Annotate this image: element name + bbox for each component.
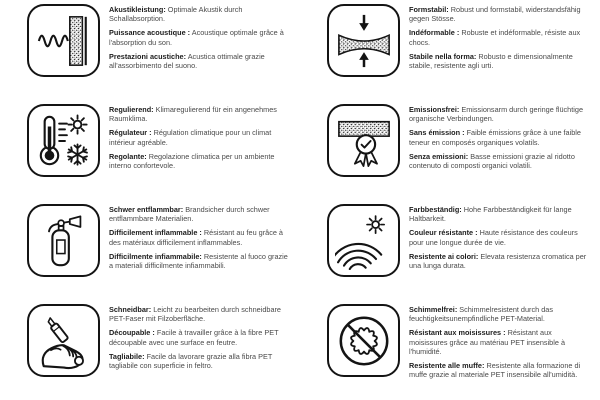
feature-label: Akustikleistung: (109, 5, 166, 14)
feature-description: Faible émissions grâce à une faible teneur en composés organiques volatils. (409, 128, 581, 147)
feature-label: Tagliabile: (109, 351, 145, 361)
feature-label: Formstabil: (409, 5, 449, 14)
feature-card-formstable (300, 0, 600, 100)
sun-glyph (367, 216, 384, 233)
feature-label: Resistente ai colori: (409, 251, 479, 261)
feature-paragraph-it (409, 252, 592, 271)
feature-paragraph-fr (109, 128, 292, 147)
feature-text (409, 304, 592, 384)
feature-paragraph-de (409, 205, 592, 224)
snowflake-glyph (67, 144, 88, 164)
feature-text (409, 204, 592, 275)
feature-card-cuttable (0, 300, 300, 400)
feature-label: Farbbeständig: (409, 205, 462, 214)
feature-description: Facile à travailler grâce à la fibre PET découpable avec une surface en feutre. (109, 328, 279, 347)
feature-description: Acoustique optimale grâce à l'absorption du son. (109, 28, 284, 47)
feature-paragraph-de (109, 205, 292, 224)
feature-description: Brandsicher durch schwer entflammbare Materialien. (109, 205, 270, 224)
climate-regulating-icon (27, 104, 100, 177)
feature-paragraph-de (109, 105, 292, 124)
feature-description: Resistente al fuoco grazie a materiali difficilmente infiammabili. (109, 251, 288, 271)
feature-description: Résistant aux moisissures grâce au matériau PET insensible à l'humidité. (409, 328, 566, 357)
feature-paragraph-de (409, 305, 592, 324)
feature-description: Leicht zu bearbeiten durch schneidbare PET-Faser mit Filzoberfläche. (109, 305, 281, 324)
feature-label: Difficilmente infiammabile: (109, 251, 202, 261)
feature-paragraph-fr (109, 228, 292, 247)
feature-label: Prestazioni acustiche: (109, 51, 187, 61)
mold-resistant-icon (327, 304, 400, 377)
feature-label: Regolante: (109, 151, 147, 161)
feature-text (109, 304, 292, 375)
feature-description: Schimmelresistent durch das feuchtigkeitsunempfindliche PET-Material. (409, 305, 553, 324)
feature-label: Resistente alle muffe: (409, 361, 485, 371)
feature-paragraph-it (109, 252, 292, 271)
sound-absorption-icon (27, 4, 100, 77)
feature-text (109, 4, 292, 75)
feature-paragraph-de (409, 105, 592, 124)
feature-paragraph-de (109, 305, 292, 324)
feature-description: Robust und formstabil, widerstandsfähig gegen Stösse. (409, 5, 581, 24)
feature-label: Puissance acoustique : (109, 28, 191, 38)
feature-paragraph-fr (409, 328, 592, 356)
feature-text (409, 104, 592, 175)
feature-label: Schwer entflammbar: (109, 205, 184, 214)
feature-paragraph-fr (409, 228, 592, 247)
sun-glyph (68, 115, 86, 133)
feature-description: Résistant au feu grâce à des matériaux difficilement inflammables. (109, 228, 283, 247)
feature-description: Resistente alla formazione di muffe grazie al materiale PET insensibile all'umidità. (409, 361, 581, 380)
feature-paragraph-it (409, 52, 592, 71)
feature-description: Facile da lavorare grazie alla fibra PET tagliabile con superficie in feltro. (109, 351, 273, 371)
feature-description: Elevata resistenza cromatica per una lunga durata. (409, 251, 587, 271)
feature-label: Regulierend: (109, 105, 154, 114)
feature-label: Schneidbar: (109, 305, 152, 314)
feature-paragraph-fr (109, 28, 292, 47)
feature-card-mold-free (300, 300, 600, 400)
feature-paragraph-it (409, 152, 592, 171)
feature-description: Acustica ottimale grazie all'assorbimento del suono. (109, 51, 265, 71)
feature-description: Basse emissioni grazie al ridotto contenuto di composti organici volatili. (409, 151, 575, 171)
flame-retardant-icon (27, 204, 100, 277)
feature-description: Regolazione climatica per un ambiente interno confortevole. (109, 151, 275, 171)
feature-description: Robusto e dimensionalmente stabile, resistente agli urti. (409, 51, 573, 71)
feature-label: Découpable : (109, 328, 155, 338)
feature-label: Stabile nella forma: (409, 51, 477, 61)
feature-description: Robuste et indéformable, résiste aux chocs. (409, 28, 581, 47)
feature-label: Senza emissioni: (409, 151, 469, 161)
feature-text (409, 4, 592, 75)
feature-label: Indéformable : (409, 28, 460, 38)
color-fastness-icon (327, 204, 400, 277)
emission-free-icon (327, 104, 400, 177)
compression-resistance-icon (327, 4, 400, 77)
feature-label: Emissionsfrei: (409, 105, 460, 114)
feature-label: Régulateur : (109, 128, 152, 138)
feature-label: Schimmelfrei: (409, 305, 458, 314)
feature-card-emission-free (300, 100, 600, 200)
feature-paragraph-de (109, 5, 292, 24)
feature-description: Emissionsarm durch geringe flüchtige organische Verbindungen. (409, 105, 583, 124)
feature-label: Sans émission : (409, 128, 465, 138)
feature-text (109, 204, 292, 275)
feature-description: Optimale Akustik durch Schallabsorption. (109, 5, 243, 24)
feature-text (109, 104, 292, 175)
feature-paragraph-fr (409, 128, 592, 147)
feature-description: Haute résistance des couleurs pour une longue durée de vie. (409, 228, 578, 247)
feature-paragraph-fr (409, 28, 592, 47)
cuttable-icon (27, 304, 100, 377)
feature-card-regulating (0, 100, 300, 200)
feature-label: Couleur résistante : (409, 228, 478, 238)
feature-description: Hohe Farbbeständigkeit für lange Haltbarkeit. (409, 205, 572, 224)
feature-paragraph-it (109, 152, 292, 171)
feature-paragraph-de (409, 5, 592, 24)
feature-paragraph-it (109, 52, 292, 71)
feature-card-acoustic (0, 0, 300, 100)
feature-description: Régulation climatique pour un climat intérieur agréable. (109, 128, 272, 147)
feature-paragraph-it (409, 361, 592, 380)
feature-card-flame-retardant (0, 200, 300, 300)
feature-label: Résistant aux moisissures : (409, 328, 506, 338)
feature-card-colorfast (300, 200, 600, 300)
feature-label: Difficilement inflammable : (109, 228, 202, 238)
feature-paragraph-it (109, 352, 292, 371)
feature-paragraph-fr (109, 328, 292, 347)
feature-description: Klimaregulierend für ein angenehmes Raumklima. (109, 105, 277, 124)
